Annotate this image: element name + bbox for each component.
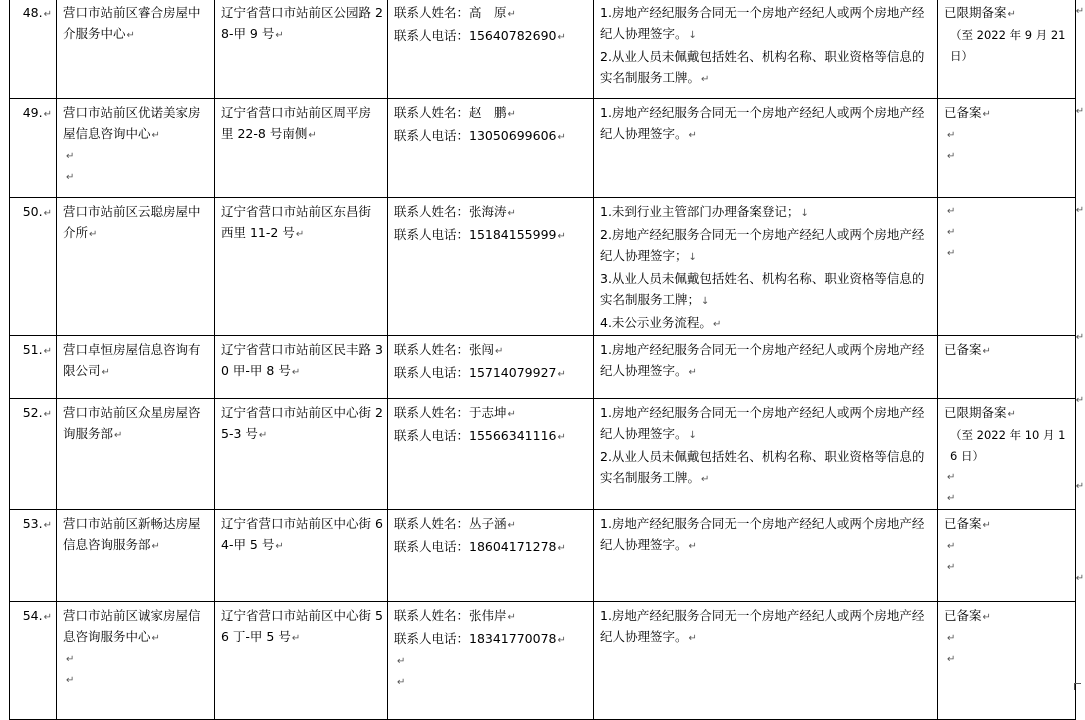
address-cell	[215, 510, 388, 602]
contact-cell	[388, 602, 594, 720]
status-cell	[938, 399, 1076, 510]
paragraph-mark: ↵	[114, 430, 123, 441]
paragraph-mark: ↵	[291, 367, 301, 378]
paragraph-mark: ↵	[712, 319, 722, 330]
paragraph-mark: ↵	[126, 30, 135, 41]
status-text: 已备案	[944, 516, 982, 531]
paragraph-mark: ↵	[1007, 409, 1016, 420]
contact-phone: 联系人电话：13050699606	[394, 128, 557, 143]
row-number: 49.	[22, 105, 43, 120]
problem-item: 4.未公示业务流程。	[600, 315, 712, 330]
paragraph-mark: ↵	[507, 612, 516, 623]
status-text: 已限期备案	[944, 5, 1007, 20]
paragraph-mark: ↵	[947, 472, 956, 483]
paragraph-mark: ↵	[101, 367, 110, 378]
contact-name: 联系人姓名：赵 鹏	[394, 105, 507, 120]
problems-cell	[594, 602, 938, 720]
paragraph-mark: ↵	[947, 227, 956, 238]
paragraph-mark: ↵	[507, 109, 516, 120]
address-cell	[215, 602, 388, 720]
company-name: 营口卓恒房屋信息咨询有限公司	[63, 342, 201, 378]
paragraph-mark: ↓	[701, 296, 710, 307]
problem-item: 2.从业人员未佩戴包括姓名、机构名称、职业资格等信息的实名制服务工牌。	[600, 49, 925, 85]
paragraph-mark: ↵	[688, 541, 697, 552]
row-number-cell	[10, 602, 57, 720]
status-deadline: （至 2022 年 9 月 21 日）	[950, 28, 1066, 63]
paragraph-mark: ↵	[507, 208, 516, 219]
problems-cell	[594, 399, 938, 510]
paragraph-mark: ↵	[295, 229, 305, 240]
company-name: 营口市站前区诚家房屋信息咨询服务中心	[63, 608, 201, 644]
problem-item: 1.未到行业主管部门办理备案登记；	[600, 204, 800, 219]
contact-phone: 联系人电话：15714079927	[394, 365, 557, 380]
paragraph-mark: ↵	[507, 9, 516, 20]
contact-cell	[388, 198, 594, 336]
company-name-cell	[57, 198, 215, 336]
paragraph-mark: ↵	[291, 633, 301, 644]
paragraph-mark: ↵	[43, 109, 52, 120]
contact-name: 联系人姓名：于志坤	[394, 405, 507, 420]
table-row	[10, 510, 1076, 602]
company-name: 营口市站前区优诺美家房屋信息咨询中心	[63, 105, 201, 141]
paragraph-mark: ↓	[688, 30, 697, 41]
status-cell	[938, 198, 1076, 336]
status-cell	[938, 602, 1076, 720]
row-number-cell	[10, 336, 57, 399]
table-row	[10, 198, 1076, 336]
table-row	[10, 336, 1076, 399]
row-number-cell	[10, 198, 57, 336]
problem-item: 1.房地产经纪服务合同无一个房地产经纪人或两个房地产经纪人协理签字。	[600, 105, 925, 141]
address-cell	[215, 399, 388, 510]
contact-name: 联系人姓名：张闯	[394, 342, 495, 357]
table-row	[10, 99, 1076, 198]
paragraph-mark: ↵	[397, 677, 406, 688]
problems-cell	[594, 0, 938, 99]
problems-cell	[594, 336, 938, 399]
paragraph-mark: ↵	[701, 474, 710, 485]
paragraph-mark: ↵	[557, 635, 566, 646]
contact-name: 联系人姓名：高 原	[394, 5, 507, 20]
company-name: 营口市站前区睿合房屋中介服务中心	[63, 5, 201, 41]
row-number: 52.	[22, 405, 43, 420]
problems-cell	[594, 99, 938, 198]
paragraph-mark: ↵	[43, 409, 52, 420]
row-number: 54.	[22, 608, 43, 623]
paragraph-mark: ↵	[1007, 9, 1016, 20]
status-text: 已备案	[944, 608, 982, 623]
paragraph-mark: ↵	[66, 675, 75, 686]
address: 辽宁省营口市站前区中心街 64-甲 5 号	[221, 516, 383, 552]
paragraph-mark: ↵	[947, 633, 956, 644]
paragraph-mark: ↵	[43, 612, 52, 623]
contact-name: 联系人姓名：张海涛	[394, 204, 507, 219]
address-cell	[215, 198, 388, 336]
address: 辽宁省营口市站前区中心街 25-3 号	[221, 405, 383, 441]
table-row	[10, 399, 1076, 510]
address-cell	[215, 99, 388, 198]
row-number: 53.	[22, 516, 43, 531]
company-name-cell	[57, 336, 215, 399]
problem-item: 2.房地产经纪服务合同无一个房地产经纪人或两个房地产经纪人协理签字；	[600, 227, 925, 263]
company-name: 营口市站前区新畅达房屋信息咨询服务部	[63, 516, 201, 552]
address: 辽宁省营口市站前区中心街 56 丁-甲 5 号	[221, 608, 383, 644]
company-name: 营口市站前区众星房屋咨询服务部	[63, 405, 201, 441]
contact-cell	[388, 0, 594, 99]
paragraph-mark: ↵	[982, 612, 991, 623]
paragraph-mark: ↵	[947, 562, 956, 573]
contact-phone: 联系人电话：15640782690	[394, 28, 557, 43]
status-text: 已备案	[944, 105, 982, 120]
paragraph-mark: ↵	[66, 654, 75, 665]
row-number: 50.	[22, 204, 43, 219]
paragraph-mark: ↵	[947, 130, 956, 141]
paragraph-mark: ↵	[151, 541, 160, 552]
status-text: 已备案	[944, 342, 982, 357]
status-text: 已限期备案	[944, 405, 1007, 420]
company-name: 营口市站前区云聪房屋中介所	[63, 204, 201, 240]
paragraph-mark: ↓	[688, 252, 697, 263]
paragraph-mark: ↓	[800, 208, 809, 219]
row-end-mark: ↵	[1075, 395, 1085, 406]
paragraph-mark: ↵	[89, 229, 98, 240]
paragraph-mark: ↵	[66, 172, 75, 183]
paragraph-mark: ↵	[507, 409, 516, 420]
paragraph-mark: ↵	[43, 9, 52, 20]
status-cell	[938, 99, 1076, 198]
paragraph-mark: ↵	[947, 541, 956, 552]
table-row	[10, 602, 1076, 720]
status-cell	[938, 510, 1076, 602]
paragraph-mark: ↵	[275, 541, 284, 552]
page-corner-mark	[1074, 683, 1081, 690]
row-number: 48.	[22, 5, 43, 20]
problems-cell	[594, 510, 938, 602]
row-number-cell	[10, 0, 57, 99]
row-end-mark: ↵	[1075, 573, 1085, 584]
paragraph-mark: ↵	[557, 543, 566, 554]
row-end-mark: ↵	[1075, 6, 1085, 17]
paragraph-mark: ↓	[688, 430, 697, 441]
paragraph-mark: ↵	[258, 430, 268, 441]
company-name-cell	[57, 399, 215, 510]
paragraph-mark: ↵	[495, 346, 504, 357]
contact-phone: 联系人电话：18341770078	[394, 631, 557, 646]
row-number: 51.	[22, 342, 43, 357]
address: 辽宁省营口市站前区周平房里 22-8 号南侧	[221, 105, 372, 141]
contact-cell	[388, 399, 594, 510]
paragraph-mark: ↵	[688, 633, 697, 644]
enterprise-table	[9, 0, 1076, 720]
problem-item: 1.房地产经纪服务合同无一个房地产经纪人或两个房地产经纪人协理签字。	[600, 5, 925, 41]
row-number-cell	[10, 510, 57, 602]
row-end-mark: ↵	[1075, 332, 1085, 343]
contact-name: 联系人姓名：丛子涵	[394, 516, 507, 531]
paragraph-mark: ↵	[947, 206, 956, 217]
contact-phone: 联系人电话：18604171278	[394, 539, 557, 554]
row-end-mark: ↵	[1075, 106, 1085, 117]
company-name-cell	[57, 99, 215, 198]
status-cell	[938, 0, 1076, 99]
status-deadline: （至 2022 年 10 月 16 日）	[950, 428, 1066, 463]
paragraph-mark: ↵	[982, 346, 991, 357]
paragraph-mark: ↵	[947, 248, 956, 259]
address: 辽宁省营口市站前区民丰路 30 甲-甲 8 号	[221, 342, 383, 378]
paragraph-mark: ↵	[688, 130, 697, 141]
paragraph-mark: ↵	[982, 520, 991, 531]
paragraph-mark: ↵	[151, 130, 160, 141]
paragraph-mark: ↵	[43, 520, 52, 531]
company-name-cell	[57, 510, 215, 602]
paragraph-mark: ↵	[275, 30, 284, 41]
company-name-cell	[57, 602, 215, 720]
problem-item: 1.房地产经纪服务合同无一个房地产经纪人或两个房地产经纪人协理签字。	[600, 516, 925, 552]
paragraph-mark: ↵	[308, 130, 317, 141]
paragraph-mark: ↵	[43, 346, 52, 357]
paragraph-mark: ↵	[43, 208, 52, 219]
row-end-mark: ↵	[1075, 481, 1085, 492]
contact-phone: 联系人电话：15566341116	[394, 428, 557, 443]
row-number-cell	[10, 99, 57, 198]
paragraph-mark: ↵	[688, 367, 697, 378]
paragraph-mark: ↵	[507, 520, 516, 531]
contact-cell	[388, 99, 594, 198]
problem-item: 1.房地产经纪服务合同无一个房地产经纪人或两个房地产经纪人协理签字。	[600, 405, 925, 441]
problem-item: 1.房地产经纪服务合同无一个房地产经纪人或两个房地产经纪人协理签字。	[600, 608, 925, 644]
contact-phone: 联系人电话：15184155999	[394, 227, 557, 242]
address-cell	[215, 336, 388, 399]
paragraph-mark: ↵	[557, 231, 566, 242]
paragraph-mark: ↵	[557, 32, 566, 43]
problems-cell	[594, 198, 938, 336]
address: 辽宁省营口市站前区东昌街西里 11-2 号	[221, 204, 372, 240]
paragraph-mark: ↵	[557, 132, 566, 143]
problem-item: 2.从业人员未佩戴包括姓名、机构名称、职业资格等信息的实名制服务工牌。	[600, 449, 925, 485]
paragraph-mark: ↵	[982, 109, 991, 120]
paragraph-mark: ↵	[557, 432, 566, 443]
paragraph-mark: ↵	[66, 151, 75, 162]
paragraph-mark: ↵	[947, 493, 956, 504]
table-row	[10, 0, 1076, 99]
company-name-cell	[57, 0, 215, 99]
paragraph-mark: ↵	[701, 74, 710, 85]
row-end-mark: ↵	[1075, 205, 1085, 216]
contact-name: 联系人姓名：张伟岸	[394, 608, 507, 623]
paragraph-mark: ↵	[557, 369, 566, 380]
problem-item: 3.从业人员未佩戴包括姓名、机构名称、职业资格等信息的实名制服务工牌；	[600, 271, 925, 307]
address: 辽宁省营口市站前区公园路 28-甲 9 号	[221, 5, 383, 41]
status-cell	[938, 336, 1076, 399]
row-number-cell	[10, 399, 57, 510]
paragraph-mark: ↵	[947, 654, 956, 665]
paragraph-mark: ↵	[947, 151, 956, 162]
contact-cell	[388, 336, 594, 399]
address-cell	[215, 0, 388, 99]
problem-item: 1.房地产经纪服务合同无一个房地产经纪人或两个房地产经纪人协理签字。	[600, 342, 925, 378]
contact-cell	[388, 510, 594, 602]
paragraph-mark: ↵	[397, 656, 406, 667]
paragraph-mark: ↵	[151, 633, 160, 644]
